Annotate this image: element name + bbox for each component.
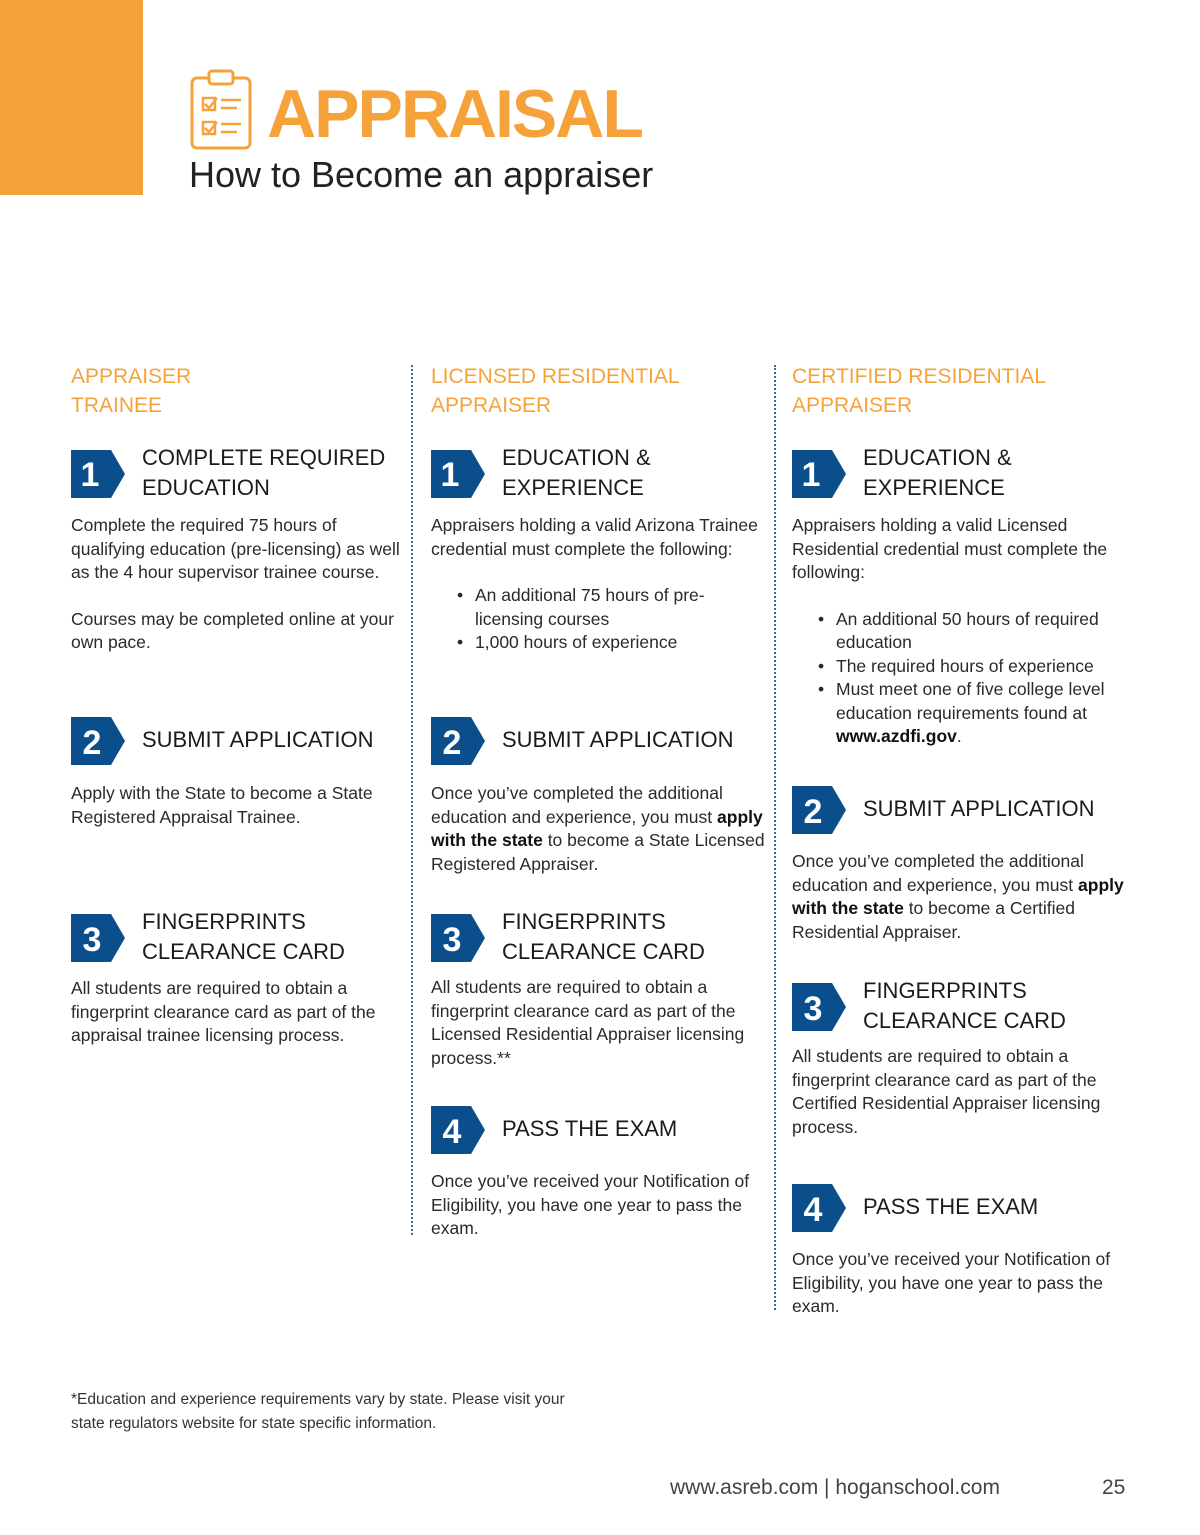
step-number-badge: [792, 450, 846, 498]
clipboard-checklist-icon: [189, 68, 253, 150]
svg-text:4: 4: [442, 1113, 462, 1151]
step-description: Once you’ve completed the additional education and experience, you must apply with the state to become a Certified Residential Appraiser.: [792, 851, 1124, 942]
step-title: FINGERPRINTS CLEARANCE CARD: [502, 909, 705, 964]
step-description: Once you’ve received your Notification of Eligibility, you have one year to pass the exam.: [792, 1249, 1111, 1316]
step-number-badge: [71, 914, 125, 962]
step-title: FINGERPRINTS CLEARANCE CARD: [142, 909, 345, 964]
column-divider: [411, 365, 413, 1235]
step-description: All students are required to obtain a fingerprint clearance card as part of the appraisal trainee licensing process.: [71, 978, 376, 1045]
list-item: • An additional 75 hours of pre-licensing courses: [457, 584, 771, 631]
azdfi-link[interactable]: www.azdfi.gov: [836, 726, 957, 746]
step-number-badge: [431, 1106, 485, 1154]
step-number-badge: [431, 450, 485, 498]
requirement-list: [431, 584, 771, 655]
step-title: SUBMIT APPLICATION: [502, 727, 734, 752]
step-description: Appraisers holding a valid Arizona Trainee credential must complete the following: • An additional 75 hours of pre-licensing courses • 1,000 hours of experience: [431, 514, 771, 655]
list-item: • 1,000 hours of experience: [457, 631, 771, 655]
svg-text:3: 3: [803, 990, 823, 1028]
page-subtitle: How to Become an appraiser: [189, 154, 654, 195]
step-3: [431, 909, 771, 1070]
step-3: [71, 909, 411, 1048]
column-heading: LICENSED RESIDENTIAL APPRAISER: [431, 365, 680, 417]
step-title: EDUCATION & EXPERIENCE: [863, 445, 1012, 500]
step-description: Appraisers holding a valid Licensed Residential credential must complete the following: • An additional 50 hours of required education • The required hours of experience • Must meet one of five college level education requirements found at www.azdfi.gov.: [792, 514, 1137, 749]
column-heading: APPRAISER TRAINEE: [71, 365, 192, 417]
column-heading: CERTIFIED RESIDENTIAL APPRAISER: [792, 365, 1046, 417]
step-number-badge: [71, 450, 125, 498]
step-2: [431, 717, 771, 876]
svg-text:4: 4: [803, 1191, 823, 1229]
list-item: • Must meet one of five college level education requirements found at www.azdfi.gov.: [818, 678, 1137, 749]
step-title: SUBMIT APPLICATION: [863, 796, 1095, 821]
step-1: [431, 445, 771, 655]
requirement-list: [792, 608, 1137, 749]
svg-text:3: 3: [442, 921, 462, 959]
page-number: 25: [1102, 1476, 1126, 1499]
step-2: [71, 717, 411, 829]
step-description: Once you’ve received your Notification of Eligibility, you have one year to pass the exam.: [431, 1171, 750, 1238]
footnote: *Education and experience requirements vary by state. Please visit your state regulators website for state specific information.: [71, 1391, 565, 1432]
step-title: EDUCATION & EXPERIENCE: [502, 445, 651, 500]
orange-corner-block: [0, 0, 143, 195]
step-number-badge: [71, 717, 125, 765]
step-1: [792, 445, 1137, 749]
step-title: PASS THE EXAM: [863, 1194, 1039, 1219]
step-description: Apply with the State to become a State Registered Appraisal Trainee.: [71, 783, 373, 827]
svg-text:3: 3: [82, 921, 102, 959]
step-3: [792, 978, 1137, 1139]
list-item: • The required hours of experience: [818, 655, 1137, 679]
svg-text:1: 1: [80, 456, 100, 494]
step-4: [431, 1106, 771, 1241]
svg-text:2: 2: [82, 724, 102, 762]
svg-text:2: 2: [803, 793, 823, 831]
svg-text:2: 2: [442, 724, 462, 762]
list-item: • An additional 50 hours of required education: [818, 608, 1137, 655]
step-description: Complete the required 75 hours of qualifying education (pre-licensing) as well as the 4 hour supervisor trainee course. Courses may be completed online at your own pace.: [71, 515, 400, 652]
page-title: APPRAISAL: [267, 76, 642, 152]
step-2: [792, 786, 1137, 944]
step-number-badge: [792, 983, 846, 1031]
step-4: [792, 1184, 1137, 1319]
step-number-badge: [792, 1184, 846, 1232]
step-description: Once you’ve completed the additional education and experience, you must apply with the state to become a State Licensed Registered Appraiser.: [431, 783, 765, 874]
step-1: [71, 445, 411, 655]
step-number-badge: [431, 914, 485, 962]
step-title: PASS THE EXAM: [502, 1116, 678, 1141]
step-number-badge: [792, 786, 846, 834]
column-divider: [774, 365, 776, 1310]
step-number-badge: [431, 717, 485, 765]
step-description: All students are required to obtain a fingerprint clearance card as part of the Licensed Residential Appraiser licensing process.**: [431, 977, 745, 1068]
column-certified-residential: [792, 362, 1137, 1316]
step-title: COMPLETE REQUIRED EDUCATION: [142, 445, 386, 500]
step-title: FINGERPRINTS CLEARANCE CARD: [863, 978, 1066, 1033]
step-description: All students are required to obtain a fingerprint clearance card as part of the Certified Residential Appraiser licensing process.: [792, 1046, 1101, 1137]
footer-links[interactable]: www.asreb.com | hoganschool.com: [670, 1476, 1000, 1499]
svg-text:1: 1: [801, 456, 821, 494]
svg-text:1: 1: [440, 456, 460, 494]
step-title: SUBMIT APPLICATION: [142, 727, 374, 752]
column-appraiser-trainee: [71, 362, 411, 1045]
column-licensed-residential: [431, 362, 771, 1238]
